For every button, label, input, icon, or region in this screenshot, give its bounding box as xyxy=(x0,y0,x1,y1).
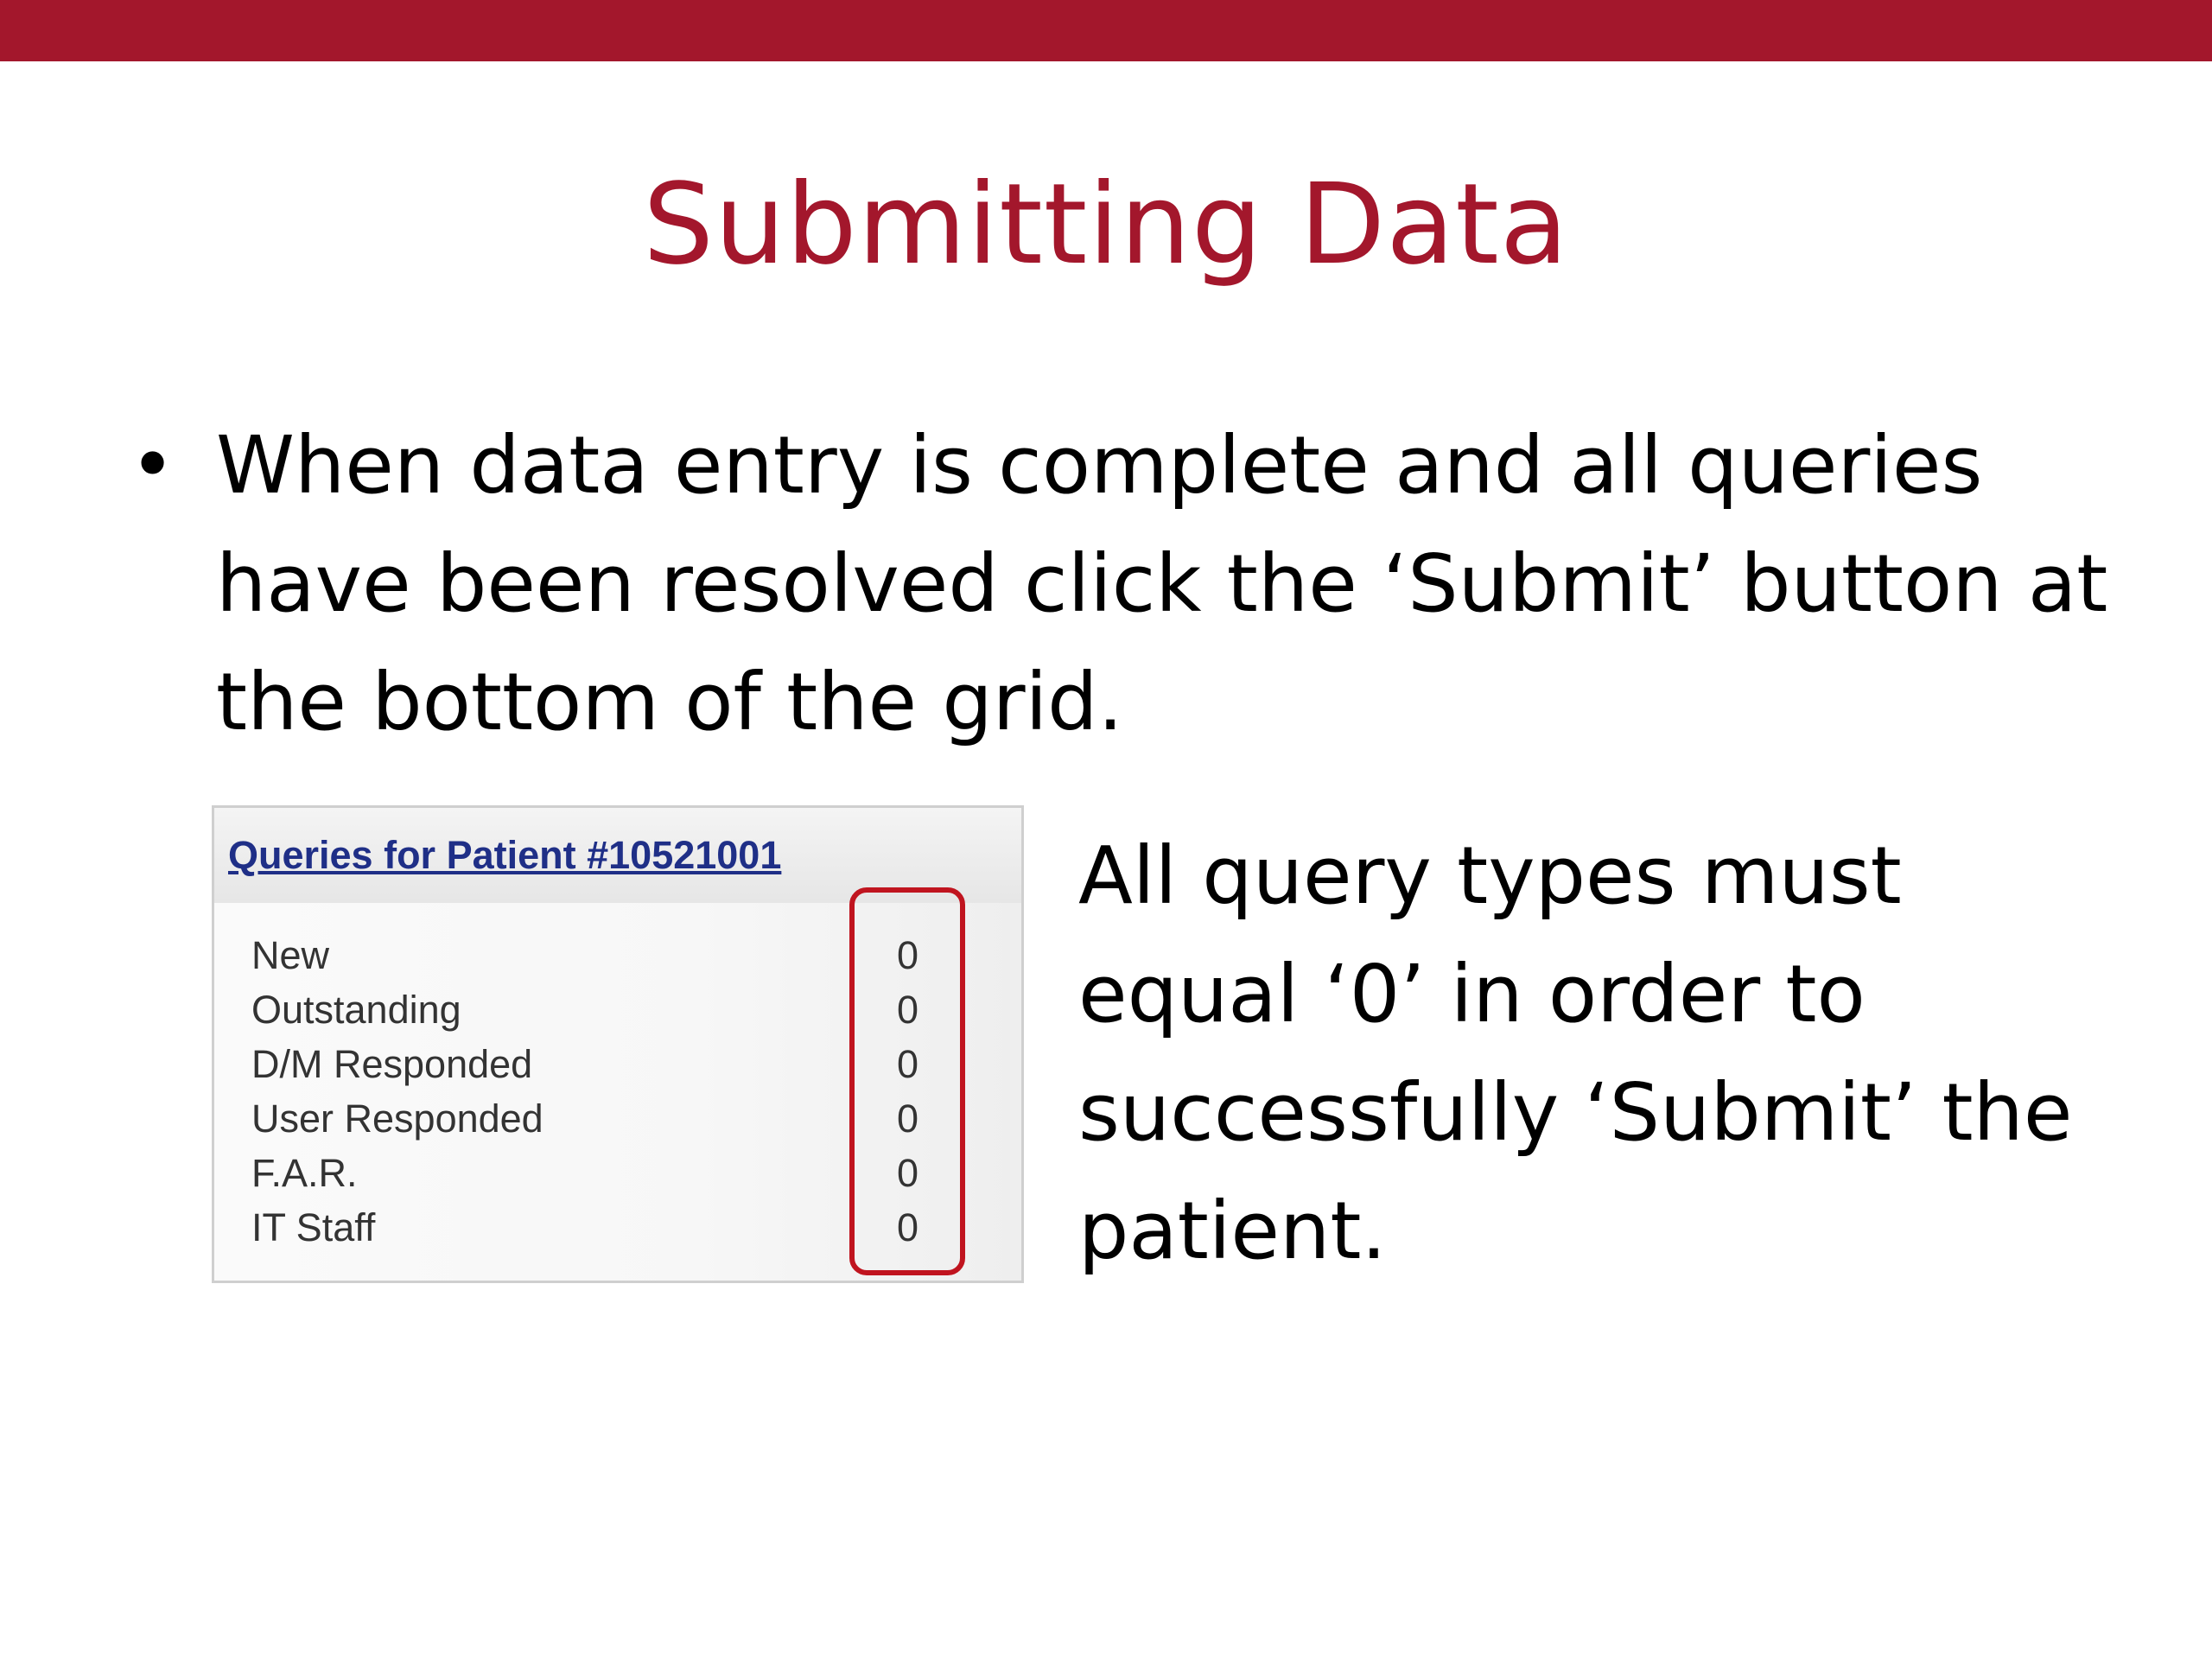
query-count: 0 xyxy=(897,988,919,1032)
bullet-marker: • xyxy=(130,420,176,511)
query-label: New xyxy=(251,933,330,977)
query-count: 0 xyxy=(897,933,919,977)
zero-counts-highlight xyxy=(849,887,965,1275)
query-count: 0 xyxy=(897,1096,919,1141)
query-count: 0 xyxy=(897,1151,919,1195)
query-count: 0 xyxy=(897,1205,919,1249)
bullet-text: When data entry is complete and all queries have been resolved click the ‘Submit’ button at the bottom of the grid. xyxy=(216,419,2108,748)
query-count: 0 xyxy=(897,1042,919,1086)
query-label: Outstanding xyxy=(251,988,461,1032)
query-label: IT Staff xyxy=(251,1205,376,1249)
queries-for-patient-link[interactable]: Queries for Patient #10521001 xyxy=(228,833,782,877)
slide-title: Submitting Data xyxy=(643,160,1569,289)
top-accent-bar xyxy=(0,0,2212,61)
query-label: D/M Responded xyxy=(251,1042,533,1086)
query-label: User Responded xyxy=(251,1096,543,1141)
query-label: F.A.R. xyxy=(251,1151,358,1195)
side-note: All query types must equal ‘0’ in order to successfully ‘Submit’ the patient. xyxy=(1078,830,2073,1277)
